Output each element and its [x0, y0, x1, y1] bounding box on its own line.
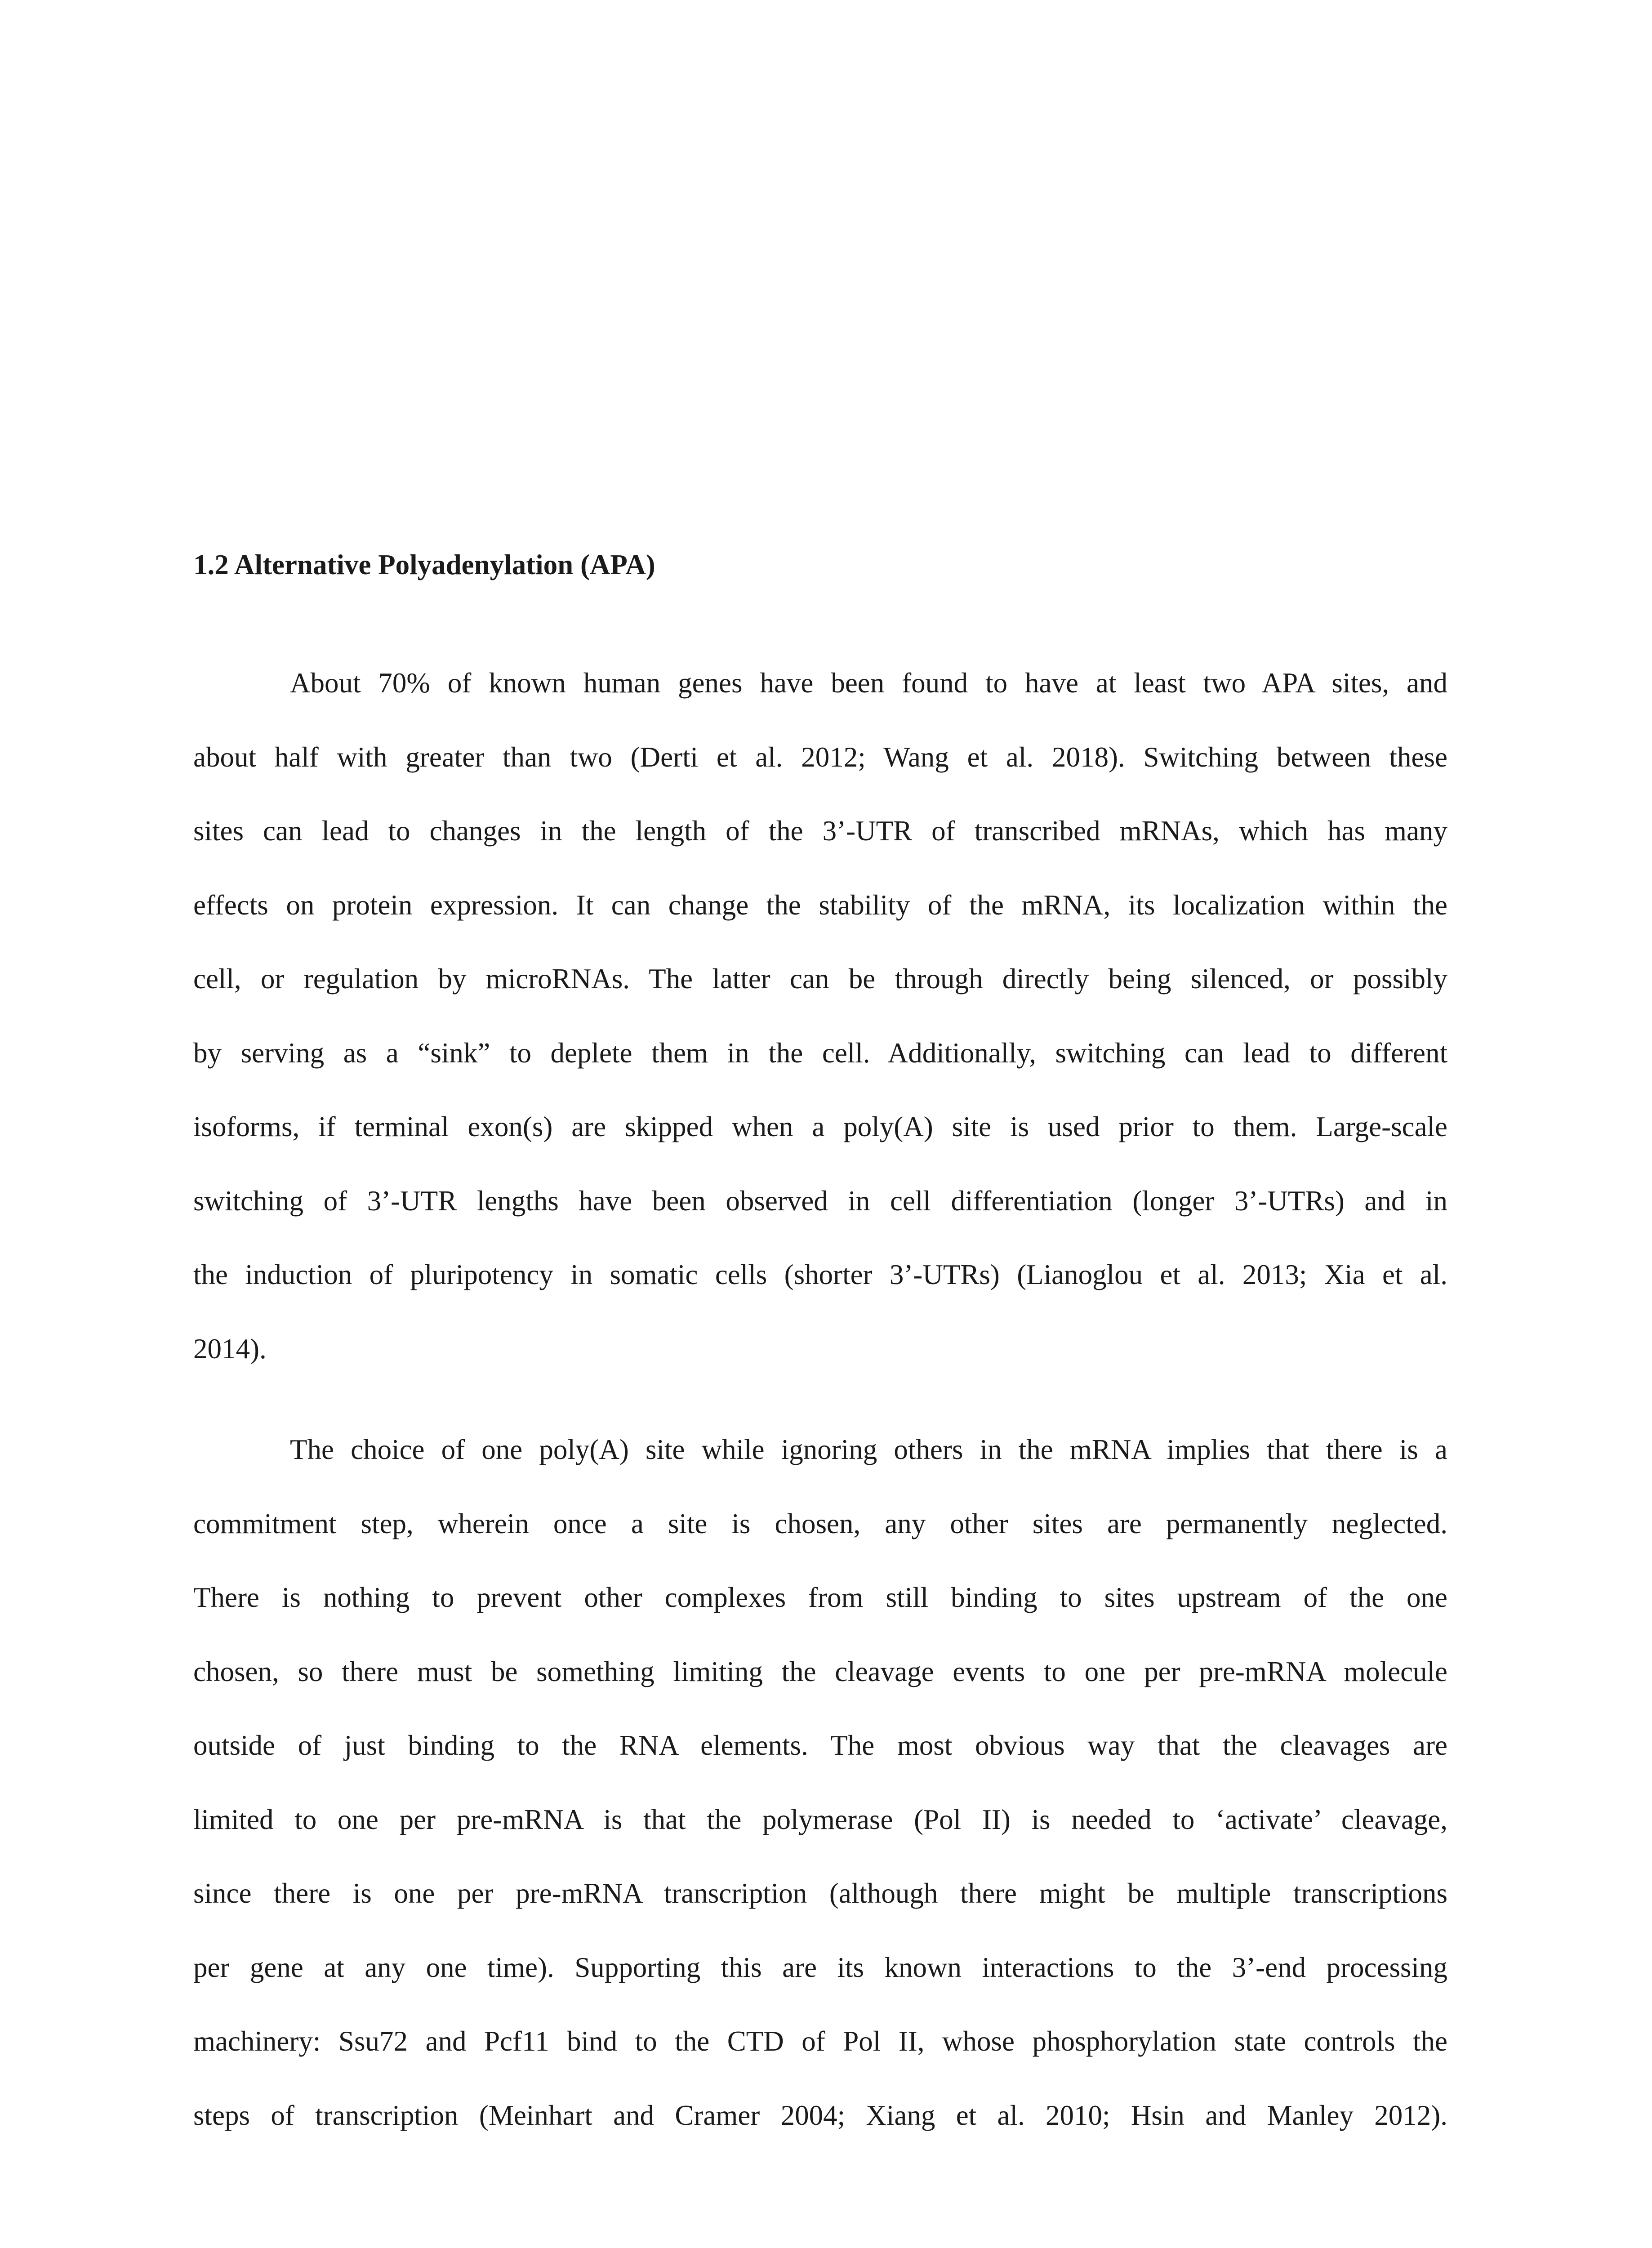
paragraph-line: by serving as a “sink” to deplete them in the cell. Additionally, switching can lead to different [193, 1037, 1447, 1069]
paragraph-line: 2014). [193, 1333, 267, 1365]
paragraph-line: cell, or regulation by microRNAs. The latter can be through directly being silenced, or possibly [193, 963, 1447, 995]
paragraph-line: isoforms, if terminal exon(s) are skipped when a poly(A) site is used prior to them. Large-scale [193, 1111, 1447, 1142]
paragraph-line: steps of transcription (Meinhart and Cramer 2004; Xiang et al. 2010; Hsin and Manley 2012). [193, 2099, 1447, 2131]
paragraph-line: the induction of pluripotency in somatic cells (shorter 3’-UTRs) (Lianoglou et al. 2013; Xia et al. [193, 1259, 1447, 1290]
paragraph-line: machinery: Ssu72 and Pcf11 bind to the CTD of Pol II, whose phosphorylation state controls the [193, 2025, 1447, 2057]
paragraph-line: since there is one per pre-mRNA transcription (although there might be multiple transcriptions [193, 1878, 1447, 1909]
paragraph-line: chosen, so there must be something limiting the cleavage events to one per pre-mRNA molecule [193, 1655, 1447, 1687]
paragraph-line: switching of 3’-UTR lengths have been observed in cell differentiation (longer 3’-UTRs) and in [193, 1185, 1447, 1217]
paragraph-line: sites can lead to changes in the length of the 3’-UTR of transcribed mRNAs, which has many [193, 815, 1447, 847]
paragraph-line: per gene at any one time). Supporting this are its known interactions to the 3’-end processing [193, 1951, 1447, 1983]
paragraph-line: About 70% of known human genes have been found to have at least two APA sites, and [290, 667, 1447, 699]
paragraph-line: The choice of one poly(A) site while ignoring others in the mRNA implies that there is a [290, 1434, 1447, 1465]
paragraph-2 [193, 1413, 1447, 2152]
paragraph-line: limited to one per pre-mRNA is that the polymerase (Pol II) is needed to ‘activate’ cleavage, [193, 1803, 1447, 1835]
paragraph-line: commitment step, wherein once a site is chosen, any other sites are permanently neglected. [193, 1508, 1447, 1539]
paragraph-line: effects on protein expression. It can change the stability of the mRNA, its localization within the [193, 889, 1447, 921]
paragraph-1 [193, 646, 1447, 1386]
paragraph-line: There is nothing to prevent other complexes from still binding to sites upstream of the one [193, 1582, 1447, 1613]
section-heading: 1.2 Alternative Polyadenylation (APA) [193, 549, 655, 580]
paragraph-line: outside of just binding to the RNA elements. The most obvious way that the cleavages are [193, 1730, 1447, 1761]
paragraph-line: about half with greater than two (Derti et al. 2012; Wang et al. 2018). Switching between these [193, 741, 1447, 773]
